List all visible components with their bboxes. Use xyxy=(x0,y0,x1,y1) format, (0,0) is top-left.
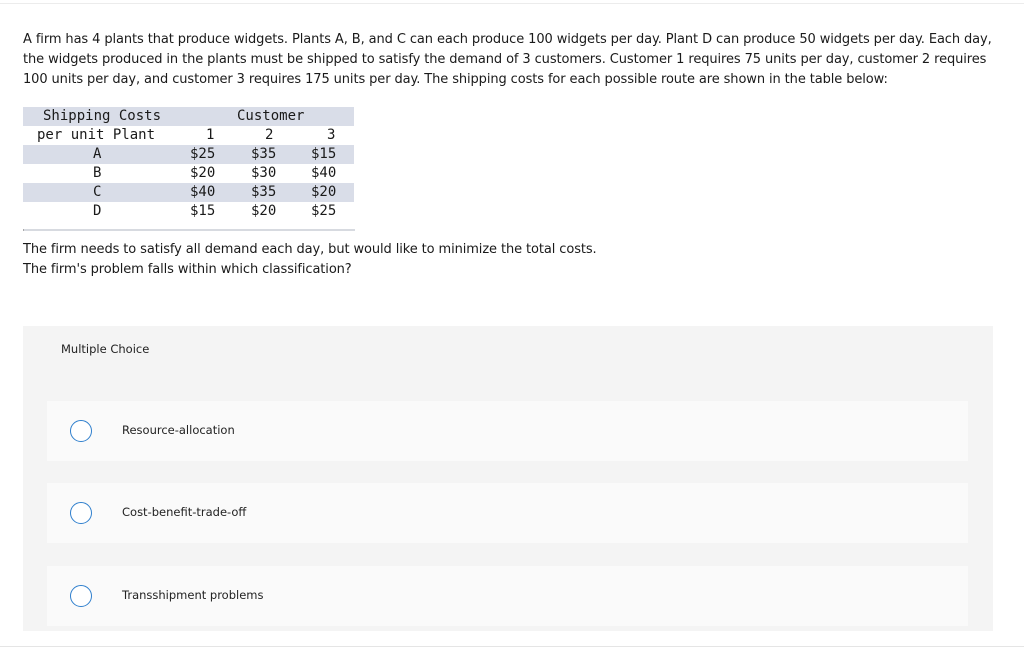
header-customer: Customer xyxy=(237,108,305,124)
answer-option-label: Cost-benefit-trade-off xyxy=(122,505,247,519)
cost-cell: $25 xyxy=(311,203,337,219)
answer-option-cost-benefit-trade-off[interactable] xyxy=(47,483,968,543)
answer-option-resource-allocation[interactable] xyxy=(47,401,968,461)
cost-cell: $30 xyxy=(251,165,277,181)
followup-line-2: The firm's problem falls within which classification? xyxy=(23,262,352,277)
followup-line-1: The firm needs to satisfy all demand each day, but would like to minimize the total costs. xyxy=(23,242,597,257)
table-row xyxy=(23,183,354,202)
radio-button[interactable] xyxy=(70,502,92,524)
column-header-3: 3 xyxy=(327,127,336,143)
cost-cell: $35 xyxy=(251,146,277,162)
cost-cell: $25 xyxy=(190,146,216,162)
multiple-choice-label: Multiple Choice xyxy=(61,342,150,356)
table-header-row-1 xyxy=(23,107,354,126)
cost-cell: $20 xyxy=(311,184,337,200)
radio-button[interactable] xyxy=(70,585,92,607)
column-header-2: 2 xyxy=(265,127,274,143)
cost-cell: $35 xyxy=(251,184,277,200)
cost-cell: $20 xyxy=(190,165,216,181)
table-row xyxy=(23,145,354,164)
multiple-choice-panel xyxy=(23,326,993,631)
table-divider xyxy=(23,229,355,231)
answer-option-label: Transshipment problems xyxy=(122,588,264,602)
plant-cell: B xyxy=(93,165,102,181)
header-per-unit-plant: per unit Plant xyxy=(37,127,156,143)
top-divider xyxy=(0,3,1024,4)
cost-cell: $15 xyxy=(190,203,216,219)
plant-cell: C xyxy=(93,184,102,200)
answer-option-label: Resource-allocation xyxy=(122,423,235,437)
cost-cell: $40 xyxy=(311,165,337,181)
plant-cell: A xyxy=(93,146,102,162)
header-shipping-costs: Shipping Costs xyxy=(43,108,162,124)
plant-cell: D xyxy=(93,203,102,219)
radio-button[interactable] xyxy=(70,420,92,442)
shipping-cost-table xyxy=(23,107,354,222)
cost-cell: $20 xyxy=(251,203,277,219)
table-header-row-2 xyxy=(23,126,354,145)
answer-option-transshipment-problems[interactable] xyxy=(47,566,968,626)
table-row xyxy=(23,202,354,221)
table-row xyxy=(23,164,354,183)
question-text: A firm has 4 plants that produce widgets. Plants A, B, and C can each produce 100 widgets per day. Plant D can produce 50 widgets per day. Each day, the widgets produced in the plants must be shipped to satisfy the demand of 3 customers. Customer 1 requires 75 units per day, customer 2 requires 100 units per day, and customer 3 requires 175 units per day. The shipping costs for each possible route are shown in the table below: xyxy=(23,32,992,87)
column-header-1: 1 xyxy=(206,127,215,143)
followup-text xyxy=(23,240,723,280)
cost-cell: $40 xyxy=(190,184,216,200)
cost-cell: $15 xyxy=(311,146,337,162)
bottom-divider xyxy=(0,646,1024,647)
